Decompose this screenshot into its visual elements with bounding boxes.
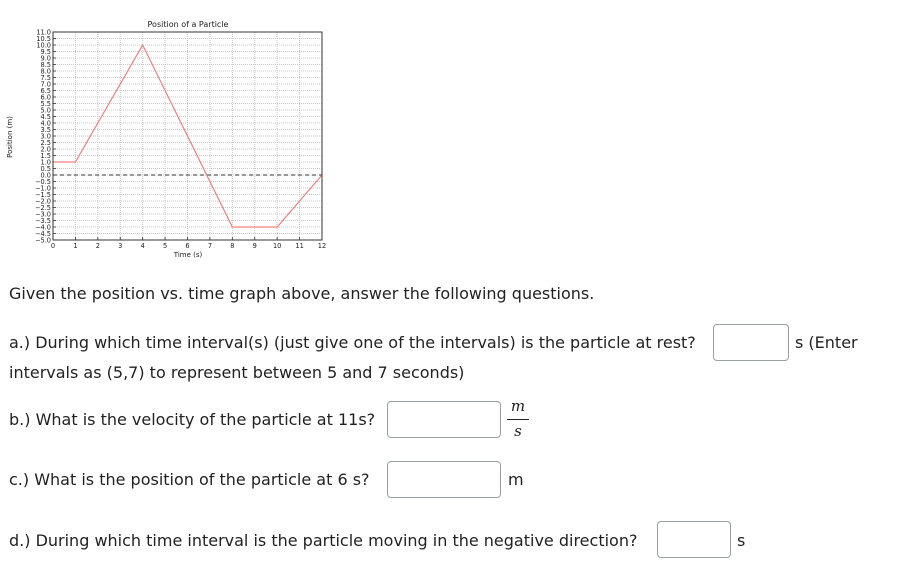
y-tick-label: −4.5 — [34, 229, 51, 238]
position-time-chart — [0, 0, 340, 265]
unit-denominator: s — [514, 422, 522, 440]
question-c-text: c.) What is the position of the particle at 6 s? — [9, 470, 370, 489]
answer-a-unit: s (Enter — [795, 333, 858, 352]
x-tick-label: 2 — [95, 242, 100, 250]
instructions-text: Given the position vs. time graph above, answer the following questions. — [9, 284, 595, 303]
answer-d-input[interactable] — [657, 521, 731, 558]
y-tick-label: −2.0 — [34, 197, 51, 206]
x-tick-label: 1 — [73, 242, 78, 250]
chart-title: Position of a Particle — [147, 20, 229, 29]
x-axis-label: Time (s) — [173, 251, 203, 259]
y-tick-label: −1.0 — [34, 184, 51, 193]
y-tick-label: 8.5 — [40, 60, 51, 69]
x-tick-label: 8 — [230, 242, 235, 250]
y-tick-label: 1.5 — [40, 151, 51, 160]
x-tick-label: 4 — [140, 242, 145, 250]
answer-a-input[interactable] — [713, 324, 789, 361]
y-tick-label: 8.0 — [40, 67, 51, 76]
x-tick-label: 9 — [252, 242, 257, 250]
y-tick-label: 9.5 — [40, 47, 51, 56]
answer-c-unit: m — [508, 470, 524, 489]
y-tick-label: 4.5 — [40, 112, 51, 121]
x-tick-label: 11 — [295, 242, 304, 250]
y-tick-label: 5.0 — [40, 106, 51, 115]
y-tick-label: 10.0 — [36, 41, 51, 50]
y-tick-label: 6.5 — [40, 86, 51, 95]
x-tick-label: 10 — [272, 242, 282, 250]
x-tick-label: 12 — [317, 242, 327, 250]
x-tick-label: 5 — [162, 242, 168, 250]
y-tick-label: 0.5 — [40, 164, 51, 173]
y-tick-label: −5.0 — [34, 236, 51, 245]
y-tick-label: 3.0 — [40, 132, 51, 141]
y-tick-label: 7.0 — [40, 80, 51, 89]
y-tick-label: 4.0 — [40, 119, 51, 128]
x-tick-label: 6 — [185, 242, 190, 250]
question-b-text: b.) What is the velocity of the particle at 11s? — [9, 410, 376, 429]
y-tick-label: 10.5 — [36, 34, 51, 43]
y-tick-label: 1.0 — [40, 158, 51, 167]
y-tick-label: −0.5 — [34, 177, 51, 186]
x-tick-label: 7 — [207, 242, 213, 250]
answer-c-input[interactable] — [387, 461, 501, 498]
y-tick-label: 7.5 — [40, 73, 51, 82]
y-tick-label: 5.5 — [40, 99, 51, 108]
y-axis-label: Position (m) — [6, 116, 14, 158]
x-tick-label: 3 — [118, 242, 123, 250]
y-tick-label: 6.0 — [40, 93, 51, 102]
y-tick-label: 3.5 — [40, 125, 51, 134]
question-d-text: d.) During which time interval is the particle moving in the negative direction? — [9, 531, 638, 550]
y-tick-label: −4.0 — [34, 223, 51, 232]
question-a-continuation: intervals as (5,7) to represent between 5 and 7 seconds) — [9, 363, 465, 382]
y-tick-label: 2.5 — [40, 138, 51, 147]
question-a-text: a.) During which time interval(s) (just give one of the intervals) is the particle at rest? — [9, 333, 696, 352]
y-tick-label: 11.0 — [36, 28, 51, 37]
y-tick-label: −3.0 — [34, 210, 51, 219]
answer-d-unit: s — [737, 531, 746, 550]
x-tick-label: 0 — [50, 242, 56, 250]
y-tick-label: 9.0 — [40, 54, 51, 63]
unit-numerator: m — [510, 397, 526, 415]
y-tick-label: −2.5 — [34, 203, 51, 212]
fraction-bar — [507, 419, 529, 420]
y-tick-label: 0.0 — [40, 171, 51, 180]
answer-b-unit-fraction — [507, 397, 529, 440]
y-tick-label: −1.5 — [34, 190, 51, 199]
x-tick-labels — [51, 237, 326, 250]
y-tick-label: −3.5 — [34, 216, 51, 225]
y-tick-label: 2.0 — [40, 145, 51, 154]
answer-b-input[interactable] — [387, 401, 501, 438]
